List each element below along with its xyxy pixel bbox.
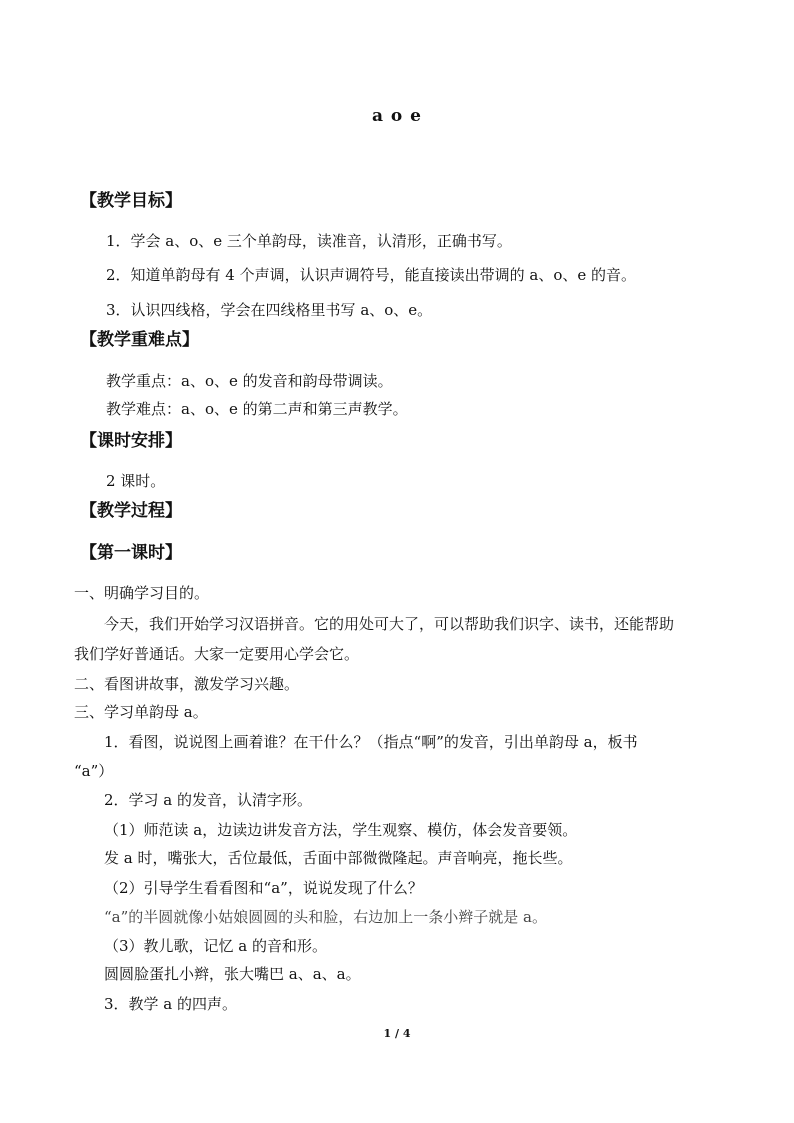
paragraph: （1）师范读 a，边读边讲发音方法，学生观察、模仿，体会发音要领。 bbox=[104, 821, 578, 839]
schedule-text: 2 课时。 bbox=[106, 472, 166, 490]
key-point: 教学重点：a、o、e 的发音和韵母带调读。 bbox=[106, 372, 393, 390]
paragraph: 三、学习单韵母 a。 bbox=[74, 703, 208, 721]
page-number: 1 / 4 bbox=[383, 1027, 411, 1040]
process-heading: 【教学过程】 bbox=[80, 501, 182, 521]
paragraph: 2．学习 a 的发音，认清字形。 bbox=[104, 791, 313, 809]
paragraph: 发 a 时，嘴张大，舌位最低，舌面中部微微隆起。声音响亮，拖长些。 bbox=[104, 849, 573, 867]
schedule-heading: 【课时安排】 bbox=[80, 431, 182, 451]
goals-heading: 【教学目标】 bbox=[80, 191, 182, 211]
paragraph: （2）引导学生看看图和“a”，说说发现了什么？ bbox=[104, 879, 423, 897]
paragraph: 今天，我们开始学习汉语拼音。它的用处可大了，可以帮助我们识字、读书，还能帮助 bbox=[104, 615, 675, 633]
paragraph: 1．看图，说说图上画着谁？在干什么？（指点“啊”的发音，引出单韵母 a，板书 bbox=[104, 733, 638, 751]
goal-item: 2．知道单韵母有 4 个声调，认识声调符号，能直接读出带调的 a、o、e 的音。 bbox=[106, 266, 637, 284]
page-title: a o e bbox=[371, 106, 422, 126]
lesson1-heading: 【第一课时】 bbox=[80, 543, 182, 563]
paragraph: 一、明确学习目的。 bbox=[74, 584, 210, 602]
paragraph: “a”的半圆就像小姑娘圆圆的头和脸，右边加上一条小辫子就是 a。 bbox=[104, 908, 547, 926]
paragraph: 二、看图讲故事，激发学习兴趣。 bbox=[74, 675, 300, 693]
goal-item: 1．学会 a、o、e 三个单韵母，读准音，认清形，正确书写。 bbox=[106, 232, 512, 250]
paragraph: （3）教儿歌，记忆 a 的音和形。 bbox=[104, 937, 328, 955]
key-point: 教学难点：a、o、e 的第二声和第三声教学。 bbox=[106, 400, 408, 418]
goal-item: 3．认识四线格，学会在四线格里书写 a、o、e。 bbox=[106, 301, 433, 319]
paragraph: 我们学好普通话。大家一定要用心学会它。 bbox=[74, 645, 360, 663]
key-points-heading: 【教学重难点】 bbox=[80, 330, 199, 350]
paragraph: 3．教学 a 的四声。 bbox=[104, 995, 238, 1013]
paragraph: 圆圆脸蛋扎小辫，张大嘴巴 a、a、a。 bbox=[104, 965, 361, 983]
paragraph: “a”） bbox=[74, 762, 114, 780]
